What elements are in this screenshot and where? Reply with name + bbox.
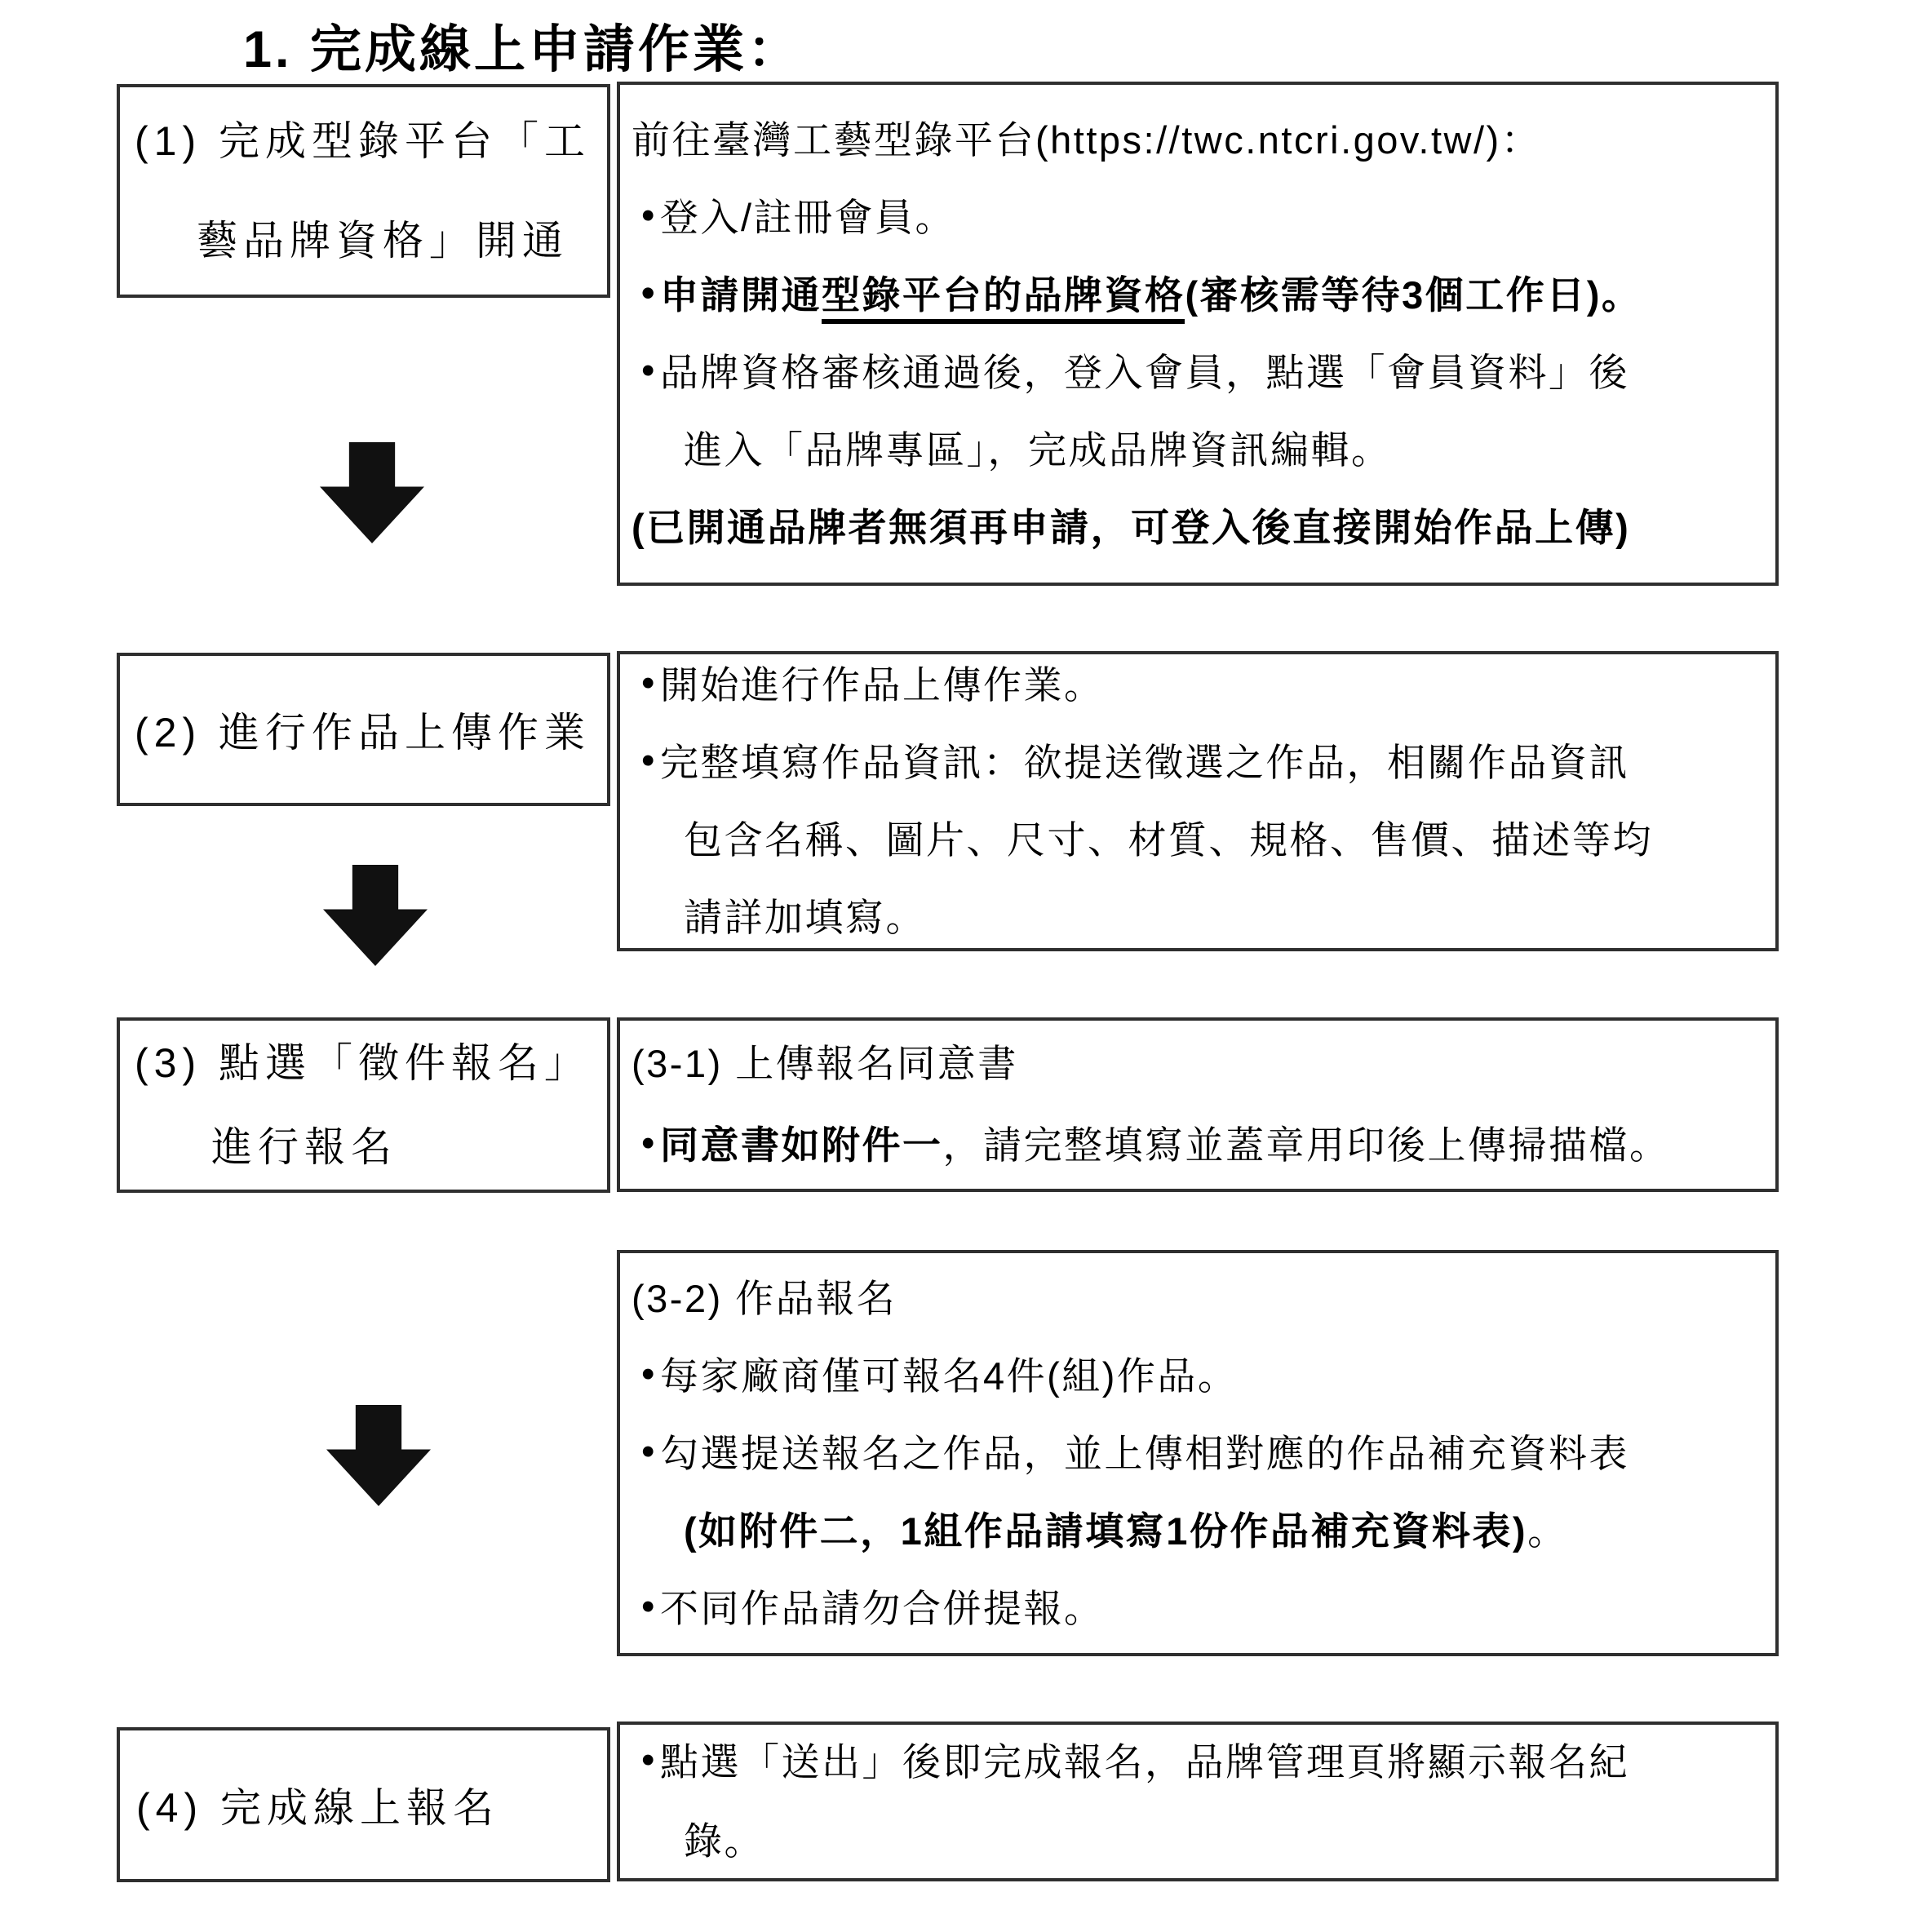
page-title: 1. 完成線上申請作業： bbox=[243, 21, 803, 78]
flow-arrow-down-icon bbox=[320, 442, 424, 543]
step1-bullet3-line2-text: 進入「品牌專區」，完成品牌資訊編輯。 bbox=[684, 428, 1392, 472]
step4-bullet1-line2 bbox=[620, 1801, 1775, 1881]
step3-2-bullet2-line1-text: 勾選提送報名之作品，並上傳相對應的作品補充資料表 bbox=[659, 1431, 1629, 1475]
step3-1-detail-box bbox=[617, 1017, 1779, 1192]
bullet-marker: • bbox=[641, 1429, 657, 1473]
bullet-marker: • bbox=[641, 1738, 657, 1781]
step4-bullet1-line1 bbox=[620, 1722, 1775, 1801]
step3-2-heading bbox=[620, 1260, 1775, 1337]
bullet-marker: • bbox=[641, 193, 657, 237]
step2-detail-box bbox=[617, 651, 1779, 951]
step1-bullet2-pre: 申請開通 bbox=[659, 273, 822, 317]
bullet-marker: • bbox=[641, 661, 657, 704]
step2-bullet2-line1-text: 完整填寫作品資訊：欲提送徵選之作品，相關作品資訊 bbox=[659, 741, 1629, 784]
step1-label-line1: (1) 完成型錄平台「工 bbox=[135, 118, 591, 164]
step1-note-text: (已開通品牌者無須再申請，可登入後直接開始作品上傳) bbox=[631, 506, 1631, 549]
step4-label-line1: (4) 完成線上報名 bbox=[136, 1785, 499, 1831]
step1-note bbox=[620, 489, 1775, 566]
step2-label-box bbox=[117, 653, 610, 806]
step1-bullet1-text: 登入/註冊會員。 bbox=[659, 196, 956, 239]
step3-2-bullet3-text: 不同作品請勿合併提報。 bbox=[659, 1586, 1105, 1630]
step3-1-bullet1-rest: ，請完整填寫並蓋章用印後上傳掃描檔。 bbox=[942, 1123, 1670, 1167]
step1-intro-text: 前往臺灣工藝型錄平台(https://twc.ntcri.gov.tw/)： bbox=[631, 118, 1542, 162]
step4-bullet1-line1-text: 點選「送出」後即完成報名，品牌管理頁將顯示報名紀 bbox=[659, 1740, 1629, 1784]
step1-detail-box bbox=[617, 82, 1779, 586]
step3-2-bullet1-text: 每家廠商僅可報名4件(組)作品。 bbox=[659, 1354, 1239, 1398]
bullet-marker: • bbox=[641, 1121, 657, 1164]
step2-bullet2-line3 bbox=[620, 879, 1775, 951]
step3-2-bullet2-line1 bbox=[620, 1415, 1775, 1492]
step4-label-box bbox=[117, 1727, 610, 1882]
step2-bullet2-line2-text: 包含名稱、圖片、尺寸、材質、規格、售價、描述等均 bbox=[684, 818, 1653, 862]
step3-2-bullet1 bbox=[620, 1337, 1775, 1415]
step1-bullet1 bbox=[620, 179, 1775, 256]
step2-bullet2-line1 bbox=[620, 724, 1775, 801]
step3-2-heading-text: (3-2) 作品報名 bbox=[631, 1276, 897, 1320]
step3-2-bullet2-line2 bbox=[620, 1492, 1775, 1570]
step3-label-line2: 進行報名 bbox=[211, 1123, 397, 1170]
flow-arrow-down-icon bbox=[326, 1405, 431, 1506]
step1-label-box bbox=[117, 84, 610, 298]
step1-intro bbox=[620, 101, 1775, 179]
flow-arrow-down-icon bbox=[323, 865, 428, 966]
step2-label-line1: (2) 進行作品上傳作業 bbox=[135, 710, 591, 756]
step3-2-bullet2-line2-bold: (如附件二，1組作品請填寫1份作品補充資料表) bbox=[684, 1509, 1528, 1553]
step2-bullet2-line3-text: 請詳加填寫。 bbox=[684, 896, 926, 939]
step3-1-bullet1 bbox=[620, 1105, 1775, 1186]
step3-1-heading bbox=[620, 1023, 1775, 1105]
bullet-marker: • bbox=[641, 738, 657, 782]
bullet-marker: • bbox=[641, 1351, 657, 1395]
step1-bullet2 bbox=[620, 256, 1775, 334]
step1-bullet2-underlined: 型錄平台的品牌資格 bbox=[822, 273, 1185, 324]
step3-2-detail-box bbox=[617, 1250, 1779, 1656]
step1-label-line2: 藝品牌資格」開通 bbox=[197, 218, 569, 264]
step3-2-bullet2-line2-end: 。 bbox=[1527, 1509, 1568, 1553]
step3-1-bullet1-bold: 同意書如附件一 bbox=[659, 1123, 943, 1167]
step4-detail-box bbox=[617, 1722, 1779, 1881]
step3-1-heading-text: (3-1) 上傳報名同意書 bbox=[631, 1042, 1018, 1085]
step3-label-box bbox=[117, 1017, 610, 1193]
bullet-marker: • bbox=[641, 271, 657, 314]
step1-bullet3-line1-text: 品牌資格審核通過後，登入會員，點選「會員資料」後 bbox=[659, 351, 1629, 394]
step1-bullet3-line2 bbox=[620, 411, 1775, 489]
step3-2-bullet3 bbox=[620, 1570, 1775, 1647]
step4-bullet1-line2-text: 錄。 bbox=[684, 1819, 764, 1863]
step3-label-line1: (3) 點選「徵件報名」 bbox=[135, 1039, 591, 1086]
bullet-marker: • bbox=[641, 348, 657, 392]
step2-bullet2-line2 bbox=[620, 801, 1775, 879]
step2-bullet1 bbox=[620, 651, 1775, 724]
step2-bullet1-text: 開始進行作品上傳作業。 bbox=[659, 663, 1105, 707]
bullet-marker: • bbox=[641, 1584, 657, 1628]
step1-bullet3-line1 bbox=[620, 334, 1775, 411]
step1-bullet2-post: (審核需等待3個工作日)。 bbox=[1185, 273, 1642, 317]
